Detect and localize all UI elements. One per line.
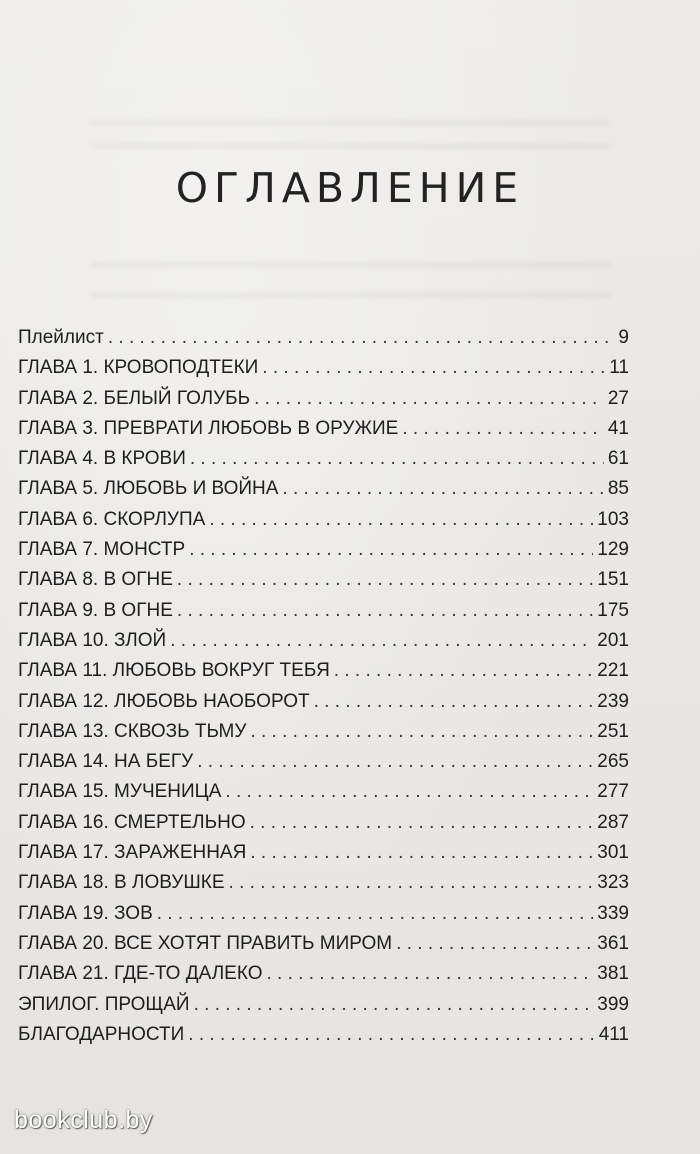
toc-dot-leader	[229, 868, 594, 898]
table-of-contents	[18, 323, 629, 1050]
toc-entry-page-number: 41	[607, 417, 629, 439]
toc-entry	[18, 717, 629, 747]
toc-entry-label: ГЛАВА 8. В ОГНЕ	[18, 569, 173, 591]
toc-entry-page-number: 175	[597, 599, 629, 621]
page-title: ОГЛАВЛЕНИЕ	[175, 164, 525, 212]
toc-dot-leader	[402, 414, 604, 444]
toc-entry-page-number: 27	[607, 387, 629, 409]
toc-dot-leader	[108, 323, 615, 353]
toc-entry-label: ГЛАВА 4. В КРОВИ	[18, 448, 186, 470]
toc-dot-leader	[314, 687, 594, 717]
toc-entry-page-number: 239	[597, 690, 629, 712]
toc-entry	[18, 384, 629, 414]
toc-entry-label: ЭПИЛОГ. ПРОЩАЙ	[18, 993, 190, 1015]
bleed-through-shadow	[90, 262, 610, 268]
toc-entry-page-number: 221	[597, 660, 629, 682]
toc-entry	[18, 565, 629, 595]
toc-entry	[18, 626, 629, 656]
toc-dot-leader	[282, 474, 603, 504]
toc-entry-label: ГЛАВА 15. МУЧЕНИЦА	[18, 781, 222, 803]
toc-entry	[18, 414, 629, 444]
toc-entry-label: ГЛАВА 13. СКВОЗЬ ТЬМУ	[18, 720, 247, 742]
toc-entry-label: ГЛАВА 3. ПРЕВРАТИ ЛЮБОВЬ В ОРУЖИЕ	[18, 417, 399, 439]
bleed-through-shadow	[90, 120, 610, 126]
toc-entry-page-number: 361	[597, 932, 629, 954]
toc-entry-label: ГЛАВА 19. ЗОВ	[18, 902, 153, 924]
toc-entry-page-number: 11	[609, 357, 629, 379]
toc-dot-leader	[197, 747, 593, 777]
toc-entry-page-number: 151	[597, 569, 629, 591]
toc-dot-leader	[250, 808, 594, 838]
toc-entry	[18, 535, 629, 565]
toc-entry-label: БЛАГОДАРНОСТИ	[18, 1023, 185, 1045]
toc-entry	[18, 868, 629, 898]
toc-entry	[18, 444, 629, 474]
toc-entry-page-number: 323	[597, 872, 629, 894]
toc-entry-page-number: 399	[597, 993, 629, 1015]
toc-entry-page-number: 411	[598, 1023, 629, 1045]
toc-dot-leader	[170, 626, 593, 656]
toc-entry	[18, 687, 629, 717]
toc-entry	[18, 838, 629, 868]
toc-dot-leader	[250, 717, 593, 747]
toc-dot-leader	[177, 596, 593, 626]
toc-entry	[18, 353, 629, 383]
toc-entry-label: ГЛАВА 14. НА БЕГУ	[18, 751, 194, 773]
toc-entry	[18, 596, 629, 626]
bleed-through-shadow	[90, 292, 610, 298]
toc-entry	[18, 899, 629, 929]
toc-dot-leader	[334, 656, 594, 686]
toc-entry-page-number: 61	[607, 448, 629, 470]
toc-entry	[18, 990, 629, 1020]
toc-entry	[18, 929, 629, 959]
toc-entry-label: ГЛАВА 10. ЗЛОЙ	[18, 629, 167, 651]
toc-dot-leader	[250, 838, 593, 868]
toc-entry-label: Плейлист	[18, 327, 104, 348]
toc-entry	[18, 474, 629, 504]
toc-entry	[18, 1020, 629, 1050]
toc-entry-label: ГЛАВА 2. БЕЛЫЙ ГОЛУБЬ	[18, 387, 251, 409]
toc-entry-page-number: 201	[597, 629, 629, 651]
toc-entry-label: ГЛАВА 6. СКОРЛУПА	[18, 508, 206, 530]
toc-entry	[18, 808, 629, 838]
toc-entry-page-number: 251	[597, 720, 629, 742]
toc-dot-leader	[254, 384, 604, 414]
toc-entry-page-number: 9	[618, 327, 629, 348]
toc-entry-label: ГЛАВА 17. ЗАРАЖЕННАЯ	[18, 842, 247, 864]
toc-dot-leader	[188, 1020, 594, 1050]
toc-entry-label: ГЛАВА 21. ГДЕ-ТО ДАЛЕКО	[18, 963, 263, 985]
toc-dot-leader	[189, 535, 593, 565]
toc-entry	[18, 656, 629, 686]
toc-entry	[18, 323, 629, 353]
toc-dot-leader	[190, 444, 604, 474]
toc-entry-page-number: 265	[597, 751, 629, 773]
toc-entry-page-number: 129	[597, 539, 629, 561]
toc-entry-label: ГЛАВА 16. СМЕРТЕЛЬНО	[18, 811, 246, 833]
toc-entry-label: ГЛАВА 20. ВСЕ ХОТЯТ ПРАВИТЬ МИРОМ	[18, 932, 393, 954]
bleed-through-shadow	[90, 143, 610, 149]
toc-dot-leader	[177, 565, 593, 595]
toc-entry	[18, 505, 629, 535]
toc-entry-page-number: 103	[597, 508, 629, 530]
toc-entry-label: ГЛАВА 7. МОНСТР	[18, 539, 186, 561]
toc-entry-page-number: 339	[597, 902, 629, 924]
toc-entry-label: ГЛАВА 12. ЛЮБОВЬ НАОБОРОТ	[18, 690, 310, 712]
toc-entry-label: ГЛАВА 9. В ОГНЕ	[18, 599, 173, 621]
toc-dot-leader	[209, 505, 593, 535]
toc-entry-label: ГЛАВА 5. ЛЮБОВЬ И ВОЙНА	[18, 478, 279, 500]
site-watermark: bookclub.by	[14, 1106, 153, 1134]
toc-entry	[18, 747, 629, 777]
toc-entry-page-number: 301	[597, 842, 629, 864]
toc-entry	[18, 959, 629, 989]
toc-dot-leader	[194, 990, 594, 1020]
toc-dot-leader	[157, 899, 594, 929]
toc-entry	[18, 777, 629, 807]
toc-entry-page-number: 381	[597, 963, 629, 985]
toc-entry-label: ГЛАВА 1. КРОВОПОДТЕКИ	[18, 357, 259, 379]
toc-entry-label: ГЛАВА 18. В ЛОВУШКЕ	[18, 872, 225, 894]
toc-entry-page-number: 277	[597, 781, 629, 803]
toc-dot-leader	[262, 353, 605, 383]
toc-entry-page-number: 287	[597, 811, 629, 833]
toc-dot-leader	[225, 777, 593, 807]
toc-dot-leader	[266, 959, 593, 989]
toc-entry-label: ГЛАВА 11. ЛЮБОВЬ ВОКРУГ ТЕБЯ	[18, 660, 330, 682]
toc-entry-page-number: 85	[607, 478, 629, 500]
toc-dot-leader	[396, 929, 593, 959]
